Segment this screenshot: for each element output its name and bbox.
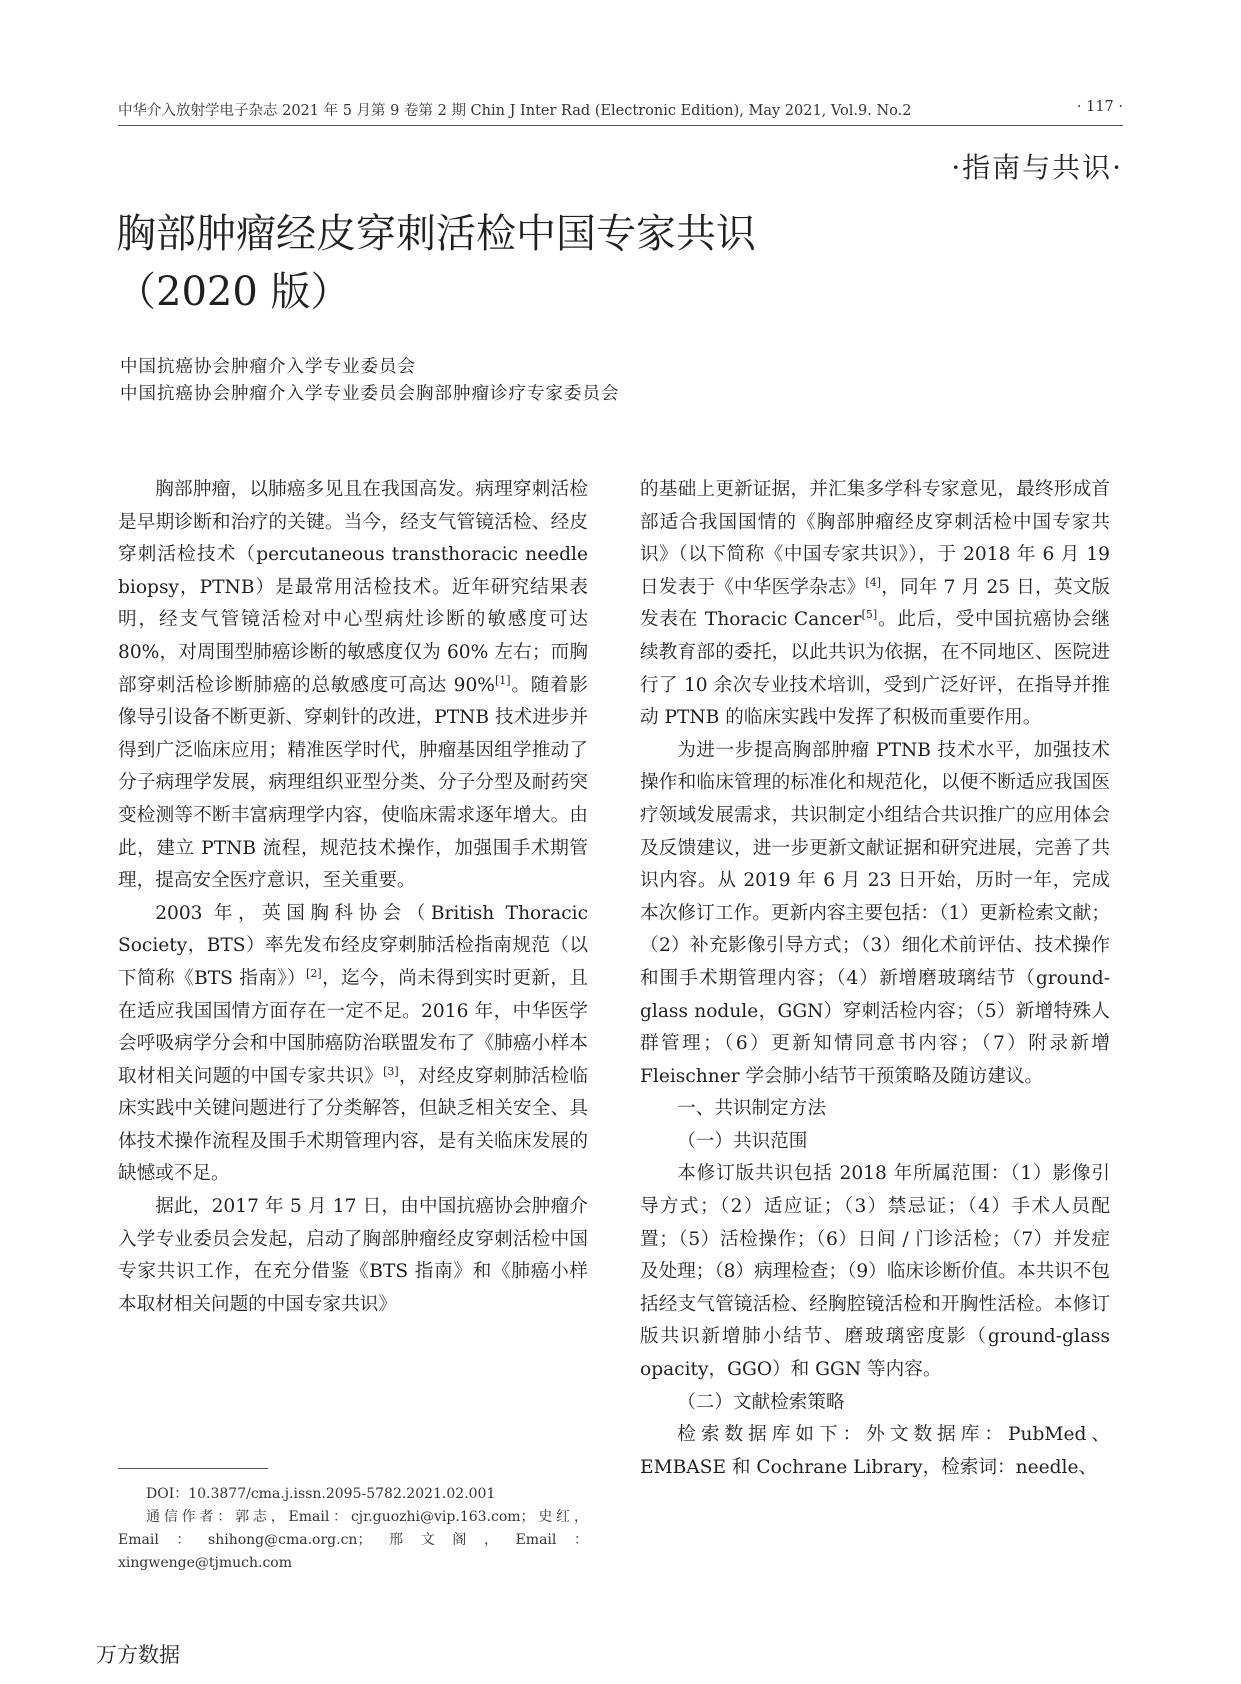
text-run: ，对经皮穿刺肺活检临床实践中关键问题进行了分类解答，但缺乏相关安全、具体技术操作流程及围手术期管理内容，是有关临床发展的缺憾或不足。 — [118, 1065, 588, 1185]
header-rule — [118, 125, 1123, 126]
paragraph: 据此，2017 年 5 月 17 日，由中国抗癌协会肿瘤介入学专业委员会发起，启动了胸部肿瘤经皮穿刺活检中国专家共识工作，在充分借鉴《BTS 指南》和《肺癌小样本取材相关问题的中国专家共识》 — [118, 1196, 588, 1315]
citation-ref[interactable]: [1] — [494, 673, 511, 687]
doi[interactable]: DOI：10.3877/cma.j.issn.2095-5782.2021.02.001 — [146, 1486, 496, 1502]
citation-ref[interactable]: [3] — [383, 1064, 399, 1078]
paragraph — [118, 898, 588, 1191]
citation-ref[interactable]: [4] — [865, 575, 882, 589]
column-label: ·指南与共识· — [951, 151, 1123, 184]
paragraph: 检索数据库如下：外文数据库：PubMed、EMBASE 和 Cochrane Library，检索词：needle、 — [640, 1424, 1110, 1478]
footnotes — [118, 1483, 588, 1575]
paragraph — [118, 474, 588, 898]
text-run: 。随着影像导引设备不断更新、穿刺针的改进，PTNB 技术进步并得到广泛临床应用；精准医学时代，肿瘤基因组学推动了分子病理学发展，病理组织亚型分类、分子分型及耐药突变检测等不断丰富病理学内容，使临床需求逐年增大。由此，建立 PTNB 流程，规范技术操作，加强围手术期管理，提高安全医疗意识，至关重要。 — [118, 674, 588, 892]
footnote-rule — [118, 1468, 268, 1469]
affiliations — [120, 354, 1020, 408]
journal-citation: 中华介入放射学电子杂志 2021 年 5 月第 9 卷第 2 期 Chin J Inter Rad (Electronic Edition), May 2021, Vol.9. No.2 — [118, 103, 912, 119]
body-column-right — [640, 474, 1110, 1484]
text-run: 的基础上更新证据，并汇集多学科专家意见，最终形成首部适合我国国情的《胸部肿瘤经皮穿刺活检中国专家共识》（以下简称《中国专家共识》），于 2018 年 6 月 19 日发表于《中华医学杂志》 — [640, 479, 1110, 598]
citation-ref[interactable]: [2] — [306, 966, 322, 980]
text-run: ，同年 7 月 25 日，英文版发表在 Thoracic Cancer — [640, 576, 1110, 631]
body-column-left — [118, 474, 588, 1321]
affiliation-2: 中国抗癌协会肿瘤介入学专业委员会胸部肿瘤诊疗专家委员会 — [120, 384, 620, 404]
section-heading: 一、共识制定方法 — [677, 1098, 826, 1120]
paragraph — [640, 474, 1110, 735]
page-number: · 117 · — [1076, 99, 1123, 115]
paragraph: 本修订版共识包括 2018 年所属范围：（1）影像引导方式；（2）适应证；（3）禁忌证；（4）手术人员配置；（5）活检操作；（6）日间 / 门诊活检；（7）并发症及处理；（8）病理检查；（9）临床诊断价值。本共识不包括经支气管镜活检、经胸腔镜活检和开胸性活检。本修订版共识新增肺小结节、磨玻璃密度影（ground-glass opacity，GGO）和 GGN 等内容。 — [640, 1163, 1110, 1381]
subsection-heading: （一）共识范围 — [677, 1130, 808, 1152]
watermark-logo: 万方数据 — [96, 1643, 180, 1667]
corresponding-author: 通信作者：郭志，Email：cjr.guozhi@vip.163.com；史红，Email：shihong@cma.org.cn；邢文阁，Email：xingwenge@tjmuch.com — [118, 1509, 588, 1571]
text-run: 胸部肿瘤，以肺癌多见且在我国高发。病理穿刺活检是早期诊断和治疗的关键。当今，经支气管镜活检、经皮穿刺活检技术（percutaneous transthoracic needle biopsy，PTNB）是最常用活检技术。近年研究结果表明，经支气管镜活检对中心型病灶诊断的敏感度可达 80%，对周围型肺癌诊断的敏感度仅为 60% 左右；而胸部穿刺活检诊断肺癌的总敏感度可高达 90% — [118, 479, 588, 696]
subsection-heading: （二）文献检索策略 — [677, 1391, 845, 1413]
title-line-2: （2020 版） — [116, 269, 351, 315]
title-line-1: 胸部肿瘤经皮穿刺活检中国专家共识 — [116, 211, 756, 257]
affiliation-1: 中国抗癌协会肿瘤介入学专业委员会 — [120, 357, 416, 377]
text-run: ，迄今，尚未得到实时更新，且在适应我国国情方面存在一定不足。2016 年，中华医学会呼吸病学分会和中国肺癌防治联盟发布了《肺癌小样本取材相关问题的中国专家共识》 — [118, 967, 588, 1087]
citation-ref[interactable]: [5] — [861, 608, 878, 622]
text-run: 2003 年，英国胸科协会（British Thoracic Society，BTS）率先发布经皮穿刺肺活检指南规范（以下简称《BTS 指南》） — [118, 902, 588, 989]
text-run: 。此后，受中国抗癌协会继续教育部的委托，以此共识为依据，在不同地区、医院进行了 10 余次专业技术培训，受到广泛好评，在指导并推动 PTNB 的临床实践中发挥了积极而重要作用。 — [640, 609, 1110, 729]
article-title — [116, 205, 1116, 321]
paragraph: 为进一步提高胸部肿瘤 PTNB 技术水平，加强技术操作和临床管理的标准化和规范化，以便不断适应我国医疗领域发展需求，共识制定小组结合共识推广的应用体会及反馈建议，进一步更新文献证据和研究进展，完善了共识内容。从 2019 年 6 月 23 日开始，历时一年，完成本次修订工作。更新内容主要包括：（1）更新检索文献；（2）补充影像引导方式；（3）细化术前评估、技术操作和围手术期管理内容；（4）新增磨玻璃结节（ground-glass nodule，GGN）穿刺活检内容；（5）新增特殊人群管理；（6）更新知情同意书内容；（7）附录新增 Fleischner 学会肺小结节干预策略及随访建议。 — [640, 739, 1110, 1087]
